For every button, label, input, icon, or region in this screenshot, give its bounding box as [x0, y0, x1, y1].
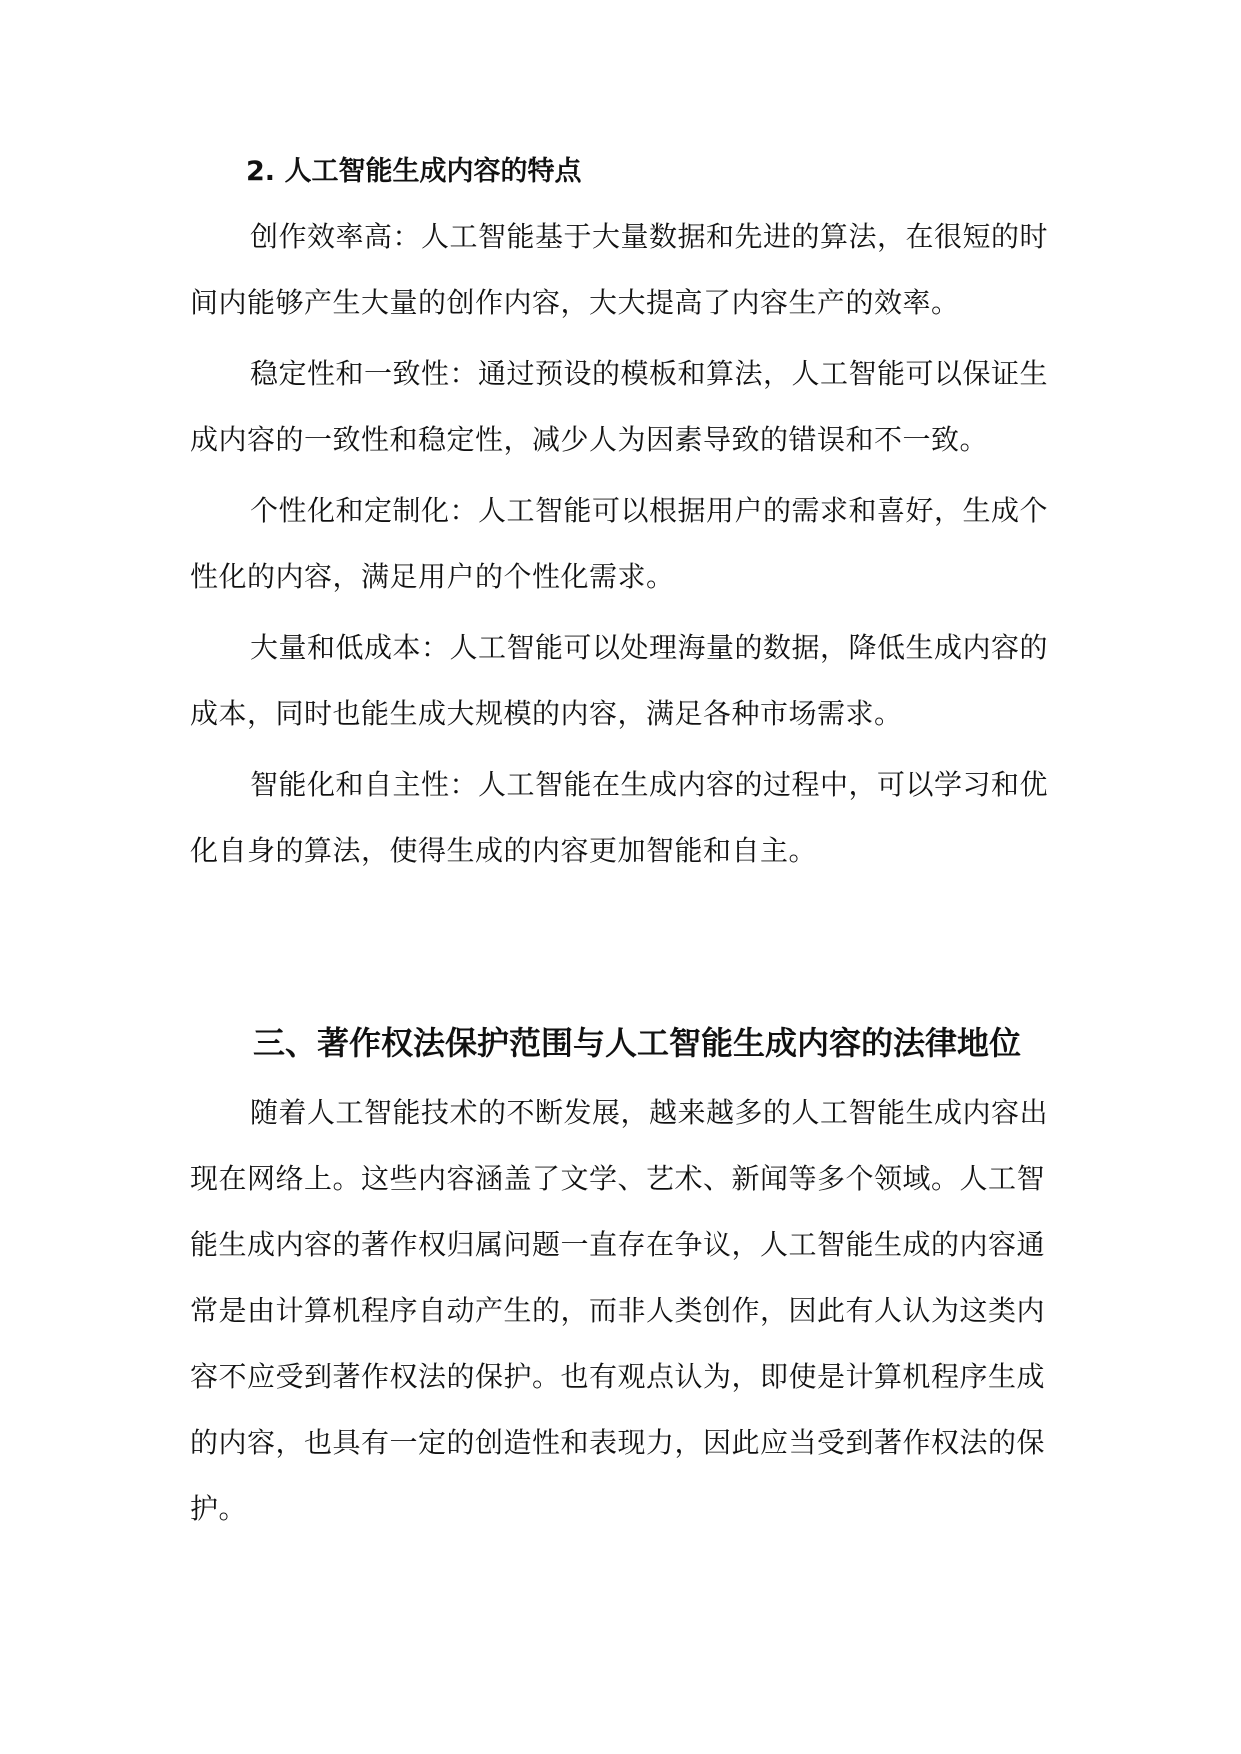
feature-4-line-1: 大量和低成本：人工智能可以处理海量的数据，降低生成内容的 [250, 631, 1049, 664]
section-paragraph-line-6: 的内容，也具有一定的创造性和表现力，因此应当受到著作权法的保 [190, 1426, 1046, 1459]
section-heading: 三、著作权法保护范围与人工智能生成内容的法律地位 [253, 1024, 1022, 1062]
feature-2-line-2: 成内容的一致性和稳定性，减少人为因素导致的错误和不一致。 [190, 423, 989, 456]
feature-3-line-1: 个性化和定制化：人工智能可以根据用户的需求和喜好，生成个 [250, 494, 1049, 527]
subsection-heading: 2. 人工智能生成内容的特点 [246, 156, 582, 187]
feature-2-line-1: 稳定性和一致性：通过预设的模板和算法，人工智能可以保证生 [250, 357, 1049, 390]
feature-1-line-2: 间内能够产生大量的创作内容，大大提高了内容生产的效率。 [190, 286, 960, 319]
section-paragraph-line-1: 随着人工智能技术的不断发展，越来越多的人工智能生成内容出 [250, 1096, 1049, 1129]
section-paragraph-line-3: 能生成内容的著作权归属问题一直存在争议，人工智能生成的内容通 [190, 1228, 1046, 1261]
section-paragraph-line-7: 护。 [190, 1492, 248, 1525]
feature-5-line-2: 化自身的算法，使得生成的内容更加智能和自主。 [190, 834, 818, 867]
section-paragraph-line-2: 现在网络上。这些内容涵盖了文学、艺术、新闻等多个领域。人工智 [190, 1162, 1046, 1195]
feature-1-line-1: 创作效率高：人工智能基于大量数据和先进的算法，在很短的时 [250, 220, 1049, 253]
section-paragraph-line-5: 容不应受到著作权法的保护。也有观点认为，即使是计算机程序生成 [190, 1360, 1046, 1393]
feature-4-line-2: 成本，同时也能生成大规模的内容，满足各种市场需求。 [190, 697, 903, 730]
feature-5-line-1: 智能化和自主性：人工智能在生成内容的过程中，可以学习和优 [250, 768, 1049, 801]
section-paragraph-line-4: 常是由计算机程序自动产生的，而非人类创作，因此有人认为这类内 [190, 1294, 1046, 1327]
feature-3-line-2: 性化的内容，满足用户的个性化需求。 [190, 560, 675, 593]
